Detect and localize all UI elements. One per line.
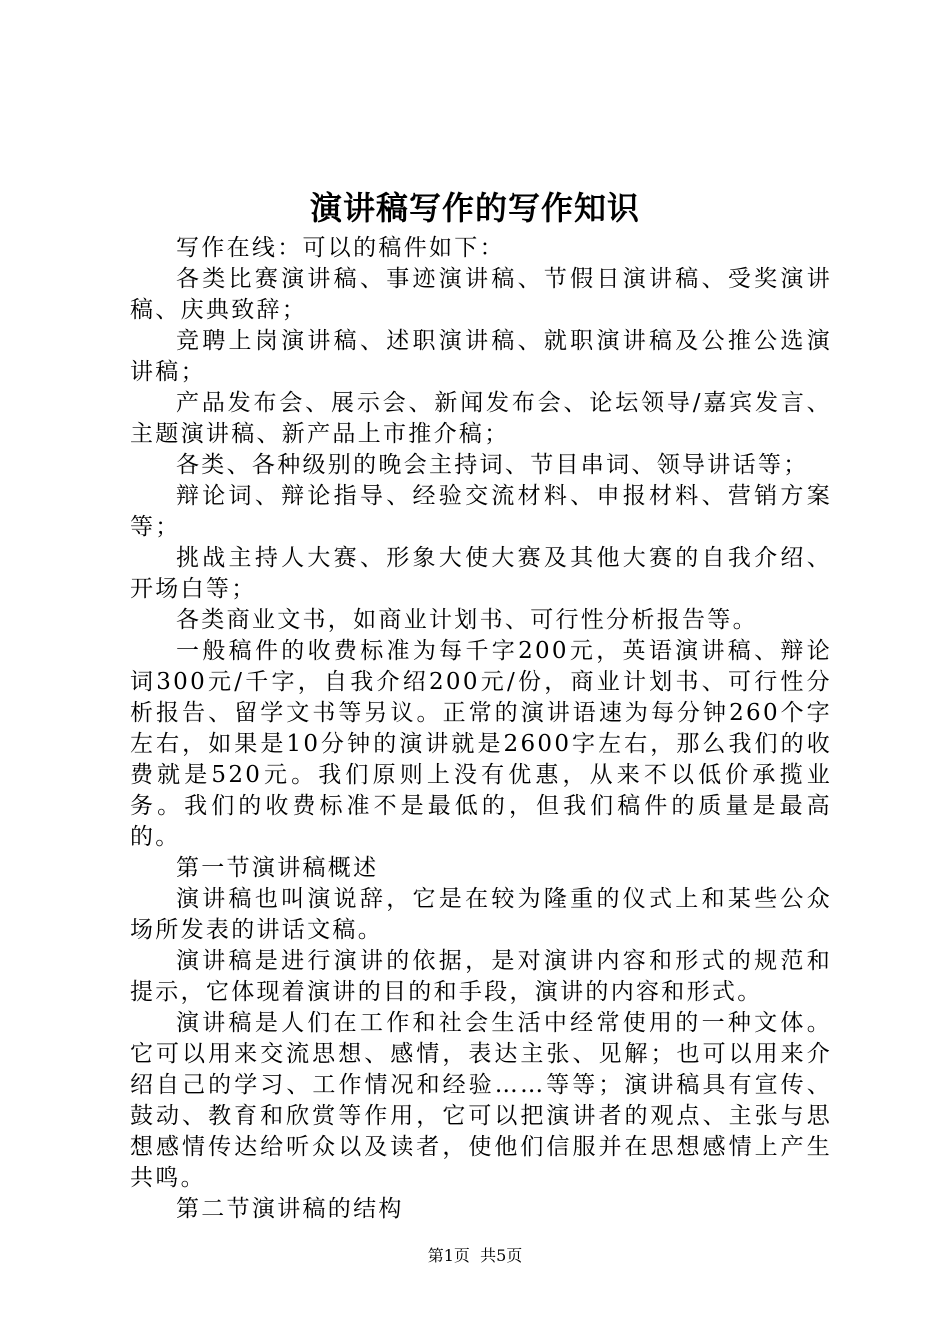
paragraph: 挑战主持人大赛、形象大使大赛及其他大赛的自我介绍、开场白等； [130, 545, 832, 602]
paragraph: 演讲稿是人们在工作和社会生活中经常使用的一种文体。它可以用来交流思想、感情，表达主张、见解；也可以用来介绍自己的学习、工作情况和经验……等等；演讲稿具有宣传、鼓动、教育和欣赏等作用，它可以把演讲者的观点、主张与思想感情传达给听众以及读者，使他们信服并在思想感情上产生共鸣。 [130, 1010, 832, 1191]
paragraph: 产品发布会、展示会、新闻发布会、论坛领导/嘉宾发言、主题演讲稿、新产品上市推介稿； [130, 390, 832, 447]
page-number: 第1页 共5页 [427, 1246, 523, 1265]
paragraph: 写作在线：可以的稿件如下： [176, 235, 505, 261]
paragraph: 辩论词、辩论指导、经验交流材料、申报材料、营销方案等； [130, 483, 832, 540]
paragraph: 演讲稿是进行演讲的依据，是对演讲内容和形式的规范和提示，它体现着演讲的目的和手段，演讲的内容和形式。 [130, 948, 832, 1005]
paragraph: 竞聘上岗演讲稿、述职演讲稿、就职演讲稿及公推公选演讲稿； [130, 328, 832, 385]
paragraph: 各类商业文书，如商业计划书、可行性分析报告等。 [176, 607, 758, 633]
paragraph: 一般稿件的收费标准为每千字200元，英语演讲稿、辩论词300元/千字，自我介绍200元/份，商业计划书、可行性分析报告、留学文书等另议。正常的演讲语速为每分钟260个字左右，如果是10分钟的演讲就是2600字左右，那么我们的收费就是520元。我们原则上没有优惠，从来不以低价承揽业务。我们的收费标准不是最低的，但我们稿件的质量是最高的。 [130, 638, 832, 850]
section-heading: 第一节演讲稿概述 [176, 855, 379, 881]
paragraph: 演讲稿也叫演说辞，它是在较为隆重的仪式上和某些公众场所发表的讲话文稿。 [130, 886, 832, 943]
page-footer [0, 1245, 950, 1267]
section-heading: 第二节演讲稿的结构 [176, 1196, 404, 1222]
document-body [130, 233, 832, 1225]
paragraph: 各类比赛演讲稿、事迹演讲稿、节假日演讲稿、受奖演讲稿、庆典致辞； [130, 266, 832, 323]
paragraph: 各类、各种级别的晚会主持词、节目串词、领导讲话等； [176, 452, 809, 478]
document-title: 演讲稿写作的写作知识 [309, 189, 640, 227]
